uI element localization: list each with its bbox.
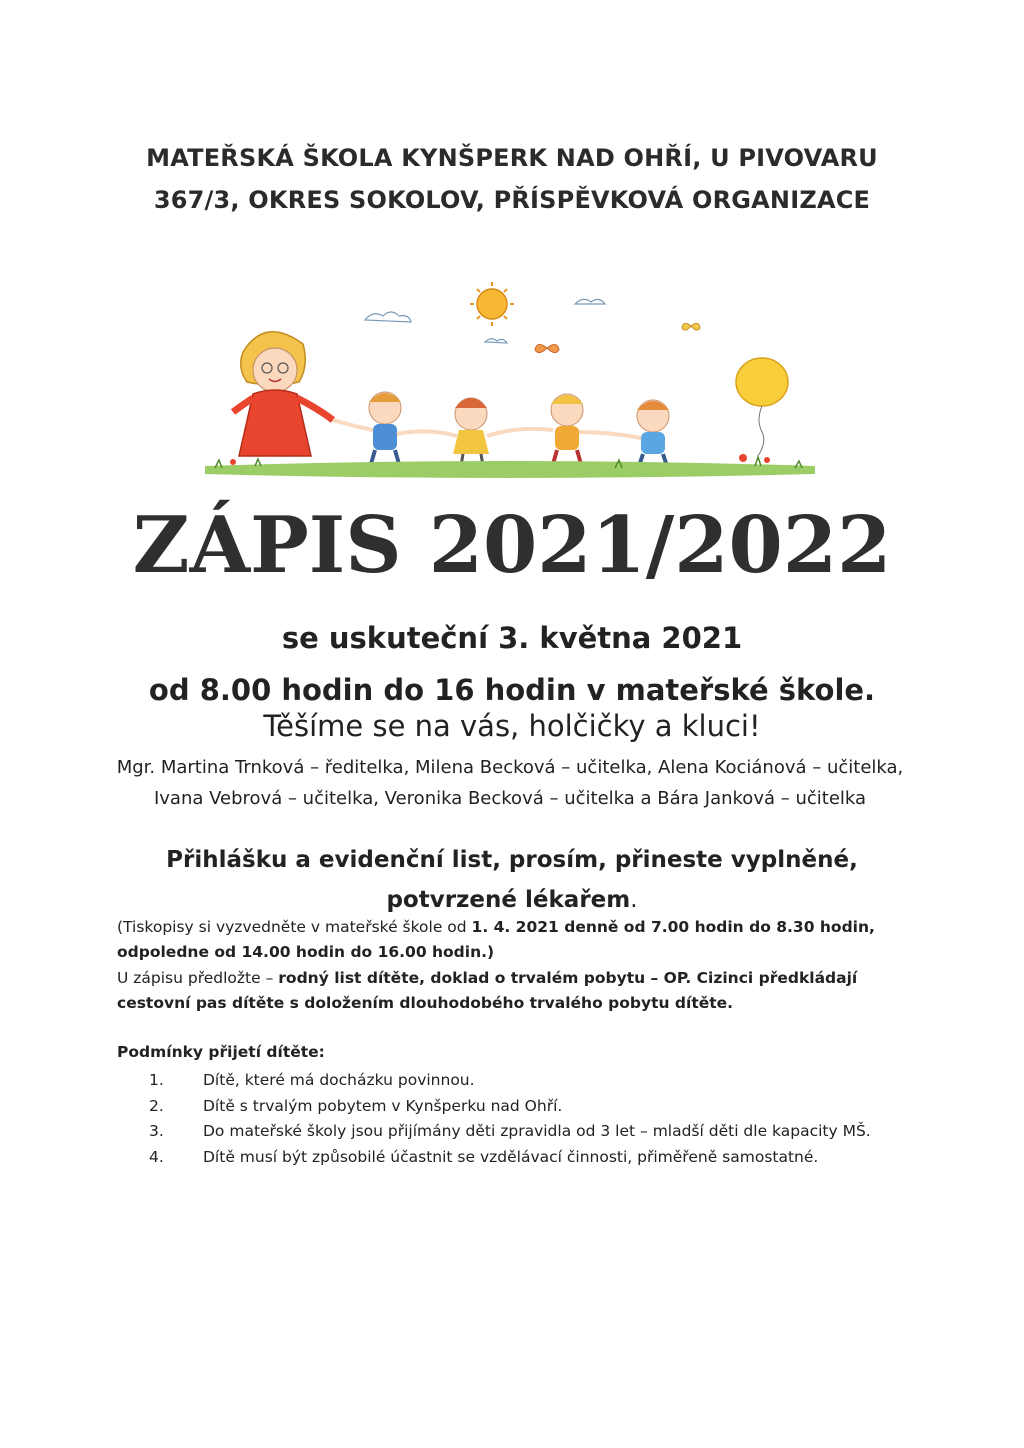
bring-forms-line-2 bbox=[0, 880, 1024, 920]
bring-forms-notice bbox=[0, 840, 1024, 920]
list-item-text: Dítě s trvalým pobytem v Kynšperku nad Ohří. bbox=[203, 1096, 563, 1115]
child-figure bbox=[637, 400, 669, 466]
registration-title: ZÁPIS 2021/2022 bbox=[132, 500, 892, 591]
documents-note bbox=[117, 966, 907, 1016]
list-item-number: 4. bbox=[149, 1147, 164, 1166]
bring-forms-line-1: Přihlášku a evidenční list, prosím, přineste vyplněné, bbox=[166, 847, 858, 873]
list-item bbox=[117, 1094, 917, 1120]
bring-forms-line-2-text: potvrzené lékařem bbox=[386, 887, 631, 913]
list-item-text: Do mateřské školy jsou přijímány děti zpravidla od 3 let – mladší děti dle kapacity MŠ. bbox=[203, 1122, 871, 1140]
event-date: se uskuteční 3. května 2021 bbox=[281, 621, 743, 655]
cloud-icon bbox=[485, 339, 507, 343]
list-item bbox=[117, 1145, 917, 1171]
child-figure bbox=[551, 394, 583, 464]
cloud-icon bbox=[575, 299, 605, 304]
list-item-number: 3. bbox=[149, 1122, 164, 1140]
documents-note-list: rodný list dítěte, doklad o trvalém pobytu – OP. Cizinci předkládají cestovní pas dítěte s doložením dlouhodobého trvalého pobytu dítěte. bbox=[117, 969, 858, 1012]
list-item-text: Dítě, které má docházku povinnou. bbox=[203, 1071, 475, 1089]
forms-pickup-note bbox=[117, 915, 907, 965]
conditions-title: Podmínky přijetí dítěte: bbox=[117, 1043, 325, 1061]
balloon-icon bbox=[736, 358, 788, 456]
butterfly-icon bbox=[682, 323, 700, 330]
list-item-number: 2. bbox=[149, 1096, 164, 1115]
forms-pickup-note-hours: 1. 4. 2021 denně od 7.00 hodin do 8.30 hodin, odpoledne od 14.00 hodin do 16.00 hodin.) bbox=[117, 918, 875, 961]
cloud-icon bbox=[365, 312, 411, 322]
list-item bbox=[117, 1068, 917, 1094]
teacher-with-children-illustration bbox=[195, 282, 825, 482]
event-time-place: od 8.00 hodin do 16 hodin v mateřské škole. bbox=[148, 673, 876, 707]
staff-list: Mgr. Martina Trnková – ředitelka, Milena Becková – učitelka, Alena Kociánová – učitelka, Ivana Vebrová – učitelka, Veronika Becková – učitelka a Bára Janková – učitelka bbox=[116, 757, 904, 809]
grass-ground bbox=[205, 454, 815, 478]
school-header bbox=[0, 137, 1024, 221]
bring-forms-line-2-period: . bbox=[630, 887, 638, 913]
forms-pickup-note-prefix: (Tiskopisy si vyzvedněte v mateřské škole od bbox=[117, 918, 472, 936]
list-item-text: Dítě musí být způsobilé účastnit se vzdělávací činnosti, přiměřeně samostatné. bbox=[203, 1147, 819, 1166]
butterfly-icon bbox=[535, 344, 559, 352]
greeting: Těšíme se na vás, holčičky a kluci! bbox=[263, 709, 761, 743]
child-figure bbox=[369, 392, 401, 464]
teacher-figure bbox=[233, 332, 333, 456]
list-item-number: 1. bbox=[149, 1071, 164, 1089]
school-header-line-2: 367/3, OKRES SOKOLOV, PŘÍSPĚVKOVÁ ORGANIZACE bbox=[153, 186, 871, 214]
school-header-line-1: MATEŘSKÁ ŠKOLA KYNŠPERK NAD OHŘÍ, U PIVOVARU bbox=[146, 144, 878, 172]
documents-note-prefix: U zápisu předložte – bbox=[117, 969, 279, 987]
list-item bbox=[117, 1119, 917, 1145]
child-figure bbox=[453, 398, 489, 466]
sun-icon bbox=[470, 282, 514, 326]
conditions-list bbox=[117, 1068, 917, 1170]
